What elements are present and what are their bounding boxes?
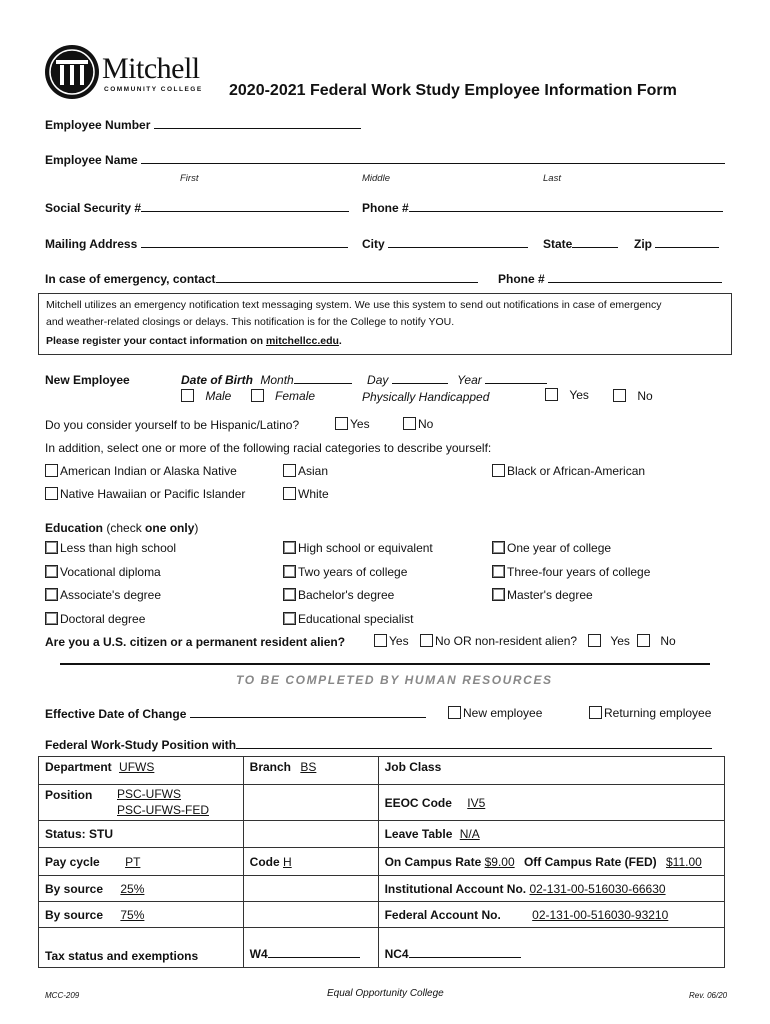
name-first-label: First (180, 173, 199, 184)
emergency-contact-label: In case of emergency, contact (45, 272, 216, 286)
notice-line-2: and weather-related closings or delays. This notification is for the College to notify YOU. (46, 316, 455, 328)
effective-date-label: Effective Date of Change (45, 707, 187, 721)
state-field[interactable] (572, 238, 618, 248)
education-checkbox[interactable] (45, 612, 58, 625)
ssn-label: Social Security # (45, 201, 142, 215)
education-option: Master's degree (507, 588, 593, 602)
handicapped-yes-label: Yes (569, 388, 589, 402)
emergency-phone-field[interactable] (548, 273, 722, 283)
resident-no-label: No (660, 634, 676, 648)
education-heading: Education (check one only) (45, 521, 199, 535)
race-checkbox[interactable] (283, 487, 296, 500)
race-option: Black or African-American (507, 464, 646, 478)
handicapped-label: Physically Handicapped (362, 390, 490, 404)
education-option: Vocational diploma (60, 565, 161, 579)
female-checkbox[interactable] (251, 389, 264, 402)
dob-day-field[interactable] (392, 374, 448, 384)
race-option: White (298, 487, 329, 501)
education-option: Associate's degree (60, 588, 162, 602)
ssn-field[interactable] (141, 202, 349, 212)
mailing-address-label: Mailing Address (45, 237, 138, 251)
education-checkbox[interactable] (45, 588, 58, 601)
mitchell-seal-icon (44, 44, 100, 100)
education-option: High school or equivalent (298, 541, 433, 555)
hispanic-yes-checkbox[interactable] (335, 417, 348, 430)
job-class-cell: Job Class (378, 757, 724, 785)
race-checkbox[interactable] (492, 464, 505, 477)
employee-number-label: Employee Number (45, 118, 151, 132)
zip-field[interactable] (655, 238, 719, 248)
returning-employee-checkbox[interactable] (589, 706, 602, 719)
status-cell: Status: STU (39, 821, 244, 848)
education-checkbox[interactable] (45, 541, 58, 554)
employee-name-label: Employee Name (45, 153, 138, 167)
new-employee-label: New Employee (45, 373, 130, 387)
education-checkbox[interactable] (492, 541, 505, 554)
position-cell: Position PSC-UFWS PSC-UFWS-FED (39, 785, 244, 821)
city-field[interactable] (388, 238, 528, 248)
position-with-label: Federal Work-Study Position with (45, 738, 237, 752)
nc4-cell: NC4 (378, 928, 724, 968)
nc4-field[interactable] (409, 948, 521, 958)
employee-number-field[interactable] (154, 119, 361, 129)
hispanic-no-label: No (418, 417, 434, 431)
education-option: Educational specialist (298, 612, 414, 626)
hr-section-heading: TO BE COMPLETED BY HUMAN RESOURCES (236, 673, 553, 687)
education-checkbox[interactable] (492, 588, 505, 601)
race-option: Asian (298, 464, 329, 478)
female-label: Female (275, 389, 316, 403)
by-source-2-value: 75% (120, 907, 145, 922)
education-checkbox[interactable] (283, 565, 296, 578)
new-employee-option: New employee (463, 706, 543, 720)
employee-name-field[interactable] (141, 154, 725, 164)
education-option: Bachelor's degree (298, 588, 395, 602)
race-option: American Indian or Alaska Native (60, 464, 237, 478)
pay-cycle-value: PT (125, 854, 141, 869)
mitchellcc-link[interactable]: mitchellcc.edu (265, 335, 339, 347)
male-label: Male (205, 389, 232, 403)
race-checkbox[interactable] (45, 464, 58, 477)
footer-form-number: MCC-209 (45, 991, 80, 1000)
footer-revision: Rev. 06/20 (689, 991, 728, 1000)
code-value: H (283, 854, 292, 869)
position-with-field[interactable] (236, 739, 712, 749)
dob-year-label: Year (457, 373, 482, 387)
notice-register: Please register your contact information on mitchellcc.edu. (46, 335, 342, 347)
by-source-1-value: 25% (120, 881, 145, 896)
education-option: Doctoral degree (60, 612, 146, 626)
race-prompt: In addition, select one or more of the following racial categories to describe yourself: (45, 441, 492, 455)
education-checkbox[interactable] (283, 612, 296, 625)
education-option: Two years of college (298, 565, 408, 579)
race-checkbox[interactable] (283, 464, 296, 477)
resident-yes-checkbox[interactable] (588, 634, 601, 647)
branch-value: BS (300, 760, 317, 774)
eeoc-cell: EEOC Code IV5 (378, 785, 724, 821)
by-source-1-cell: By source 25% (39, 876, 244, 902)
state-label: State (543, 237, 573, 251)
footer-center: Equal Opportunity College (327, 988, 444, 999)
education-option: One year of college (507, 541, 612, 555)
education-option: Three-four years of college (507, 565, 651, 579)
tax-status-cell: Tax status and exemptions (39, 928, 244, 968)
new-employee-checkbox[interactable] (448, 706, 461, 719)
hispanic-no-checkbox[interactable] (403, 417, 416, 430)
rates-cell: On Campus Rate $9.00 Off Campus Rate (FED) $11.00 (378, 848, 724, 876)
hispanic-question: Do you consider yourself to be Hispanic/Latino? (45, 418, 300, 432)
dob-day-label: Day (367, 373, 389, 387)
handicapped-no-label: No (637, 389, 653, 403)
city-label: City (362, 237, 385, 251)
citizen-no-alt-label: No OR non-resident alien? (435, 634, 578, 648)
branch-cell: Branch BS (243, 757, 378, 785)
education-checkbox[interactable] (45, 565, 58, 578)
logo-name: Mitchell (102, 52, 200, 85)
emergency-contact-field[interactable] (216, 273, 478, 283)
emergency-notice-box (38, 293, 732, 355)
institutional-account-cell: Institutional Account No. 02-131-00-516030-66630 (378, 876, 724, 902)
code-cell: Code H (243, 848, 378, 876)
education-checkbox[interactable] (283, 541, 296, 554)
college-logo (44, 44, 204, 100)
effective-date-field[interactable] (190, 708, 426, 718)
male-checkbox[interactable] (181, 389, 194, 402)
notice-line-1: Mitchell utilizes an emergency notification text messaging system. We use this system to send out notifications in case of emergency (46, 299, 662, 311)
pay-cycle-cell: Pay cycle PT (39, 848, 244, 876)
dob-month-label: Month (260, 373, 294, 387)
returning-employee-option: Returning employee (604, 706, 712, 720)
phone-field[interactable] (409, 202, 723, 212)
phone-label: Phone # (362, 201, 409, 215)
resident-yes-label: Yes (610, 634, 630, 648)
eeoc-value: IV5 (467, 795, 486, 810)
department-value: UFWS (119, 760, 155, 774)
off-campus-rate-value: $11.00 (666, 854, 702, 869)
education-checkbox[interactable] (492, 565, 505, 578)
zip-label: Zip (634, 237, 652, 251)
citizen-yes-label: Yes (389, 634, 409, 648)
education-checkbox[interactable] (283, 588, 296, 601)
handicapped-no-checkbox[interactable] (613, 389, 626, 402)
mailing-address-field[interactable] (141, 238, 348, 248)
emergency-phone-label: Phone # (498, 272, 545, 286)
name-last-label: Last (543, 173, 561, 184)
citizen-yes-checkbox[interactable] (374, 634, 387, 647)
education-option: Less than high school (60, 541, 177, 555)
federal-account-value: 02-131-00-516030-93210 (532, 907, 669, 922)
race-option: Native Hawaiian or Pacific Islander (60, 487, 246, 501)
by-source-2-cell: By source 75% (39, 902, 244, 928)
leave-table-value: N/A (459, 827, 480, 841)
institutional-account-value: 02-131-00-516030-66630 (529, 881, 666, 896)
handicapped-yes-checkbox[interactable] (545, 388, 558, 401)
position-value-1: PSC-UFWS (117, 787, 181, 801)
logo-subtitle: COMMUNITY COLLEGE (104, 86, 203, 93)
federal-account-cell: Federal Account No. 02-131-00-516030-93210 (378, 902, 724, 928)
resident-no-checkbox[interactable] (637, 634, 650, 647)
w4-cell: W4 (243, 928, 378, 968)
citizen-question: Are you a U.S. citizen or a permanent resident alien? (45, 635, 346, 649)
position-value-2: PSC-UFWS-FED (117, 803, 209, 817)
w4-field[interactable] (268, 948, 360, 958)
form-title: 2020-2021 Federal Work Study Employee Information Form (229, 82, 677, 99)
dob-year-field[interactable] (485, 374, 547, 384)
section-divider (60, 663, 710, 665)
name-middle-label: Middle (362, 173, 390, 184)
dob-month-field[interactable] (294, 374, 352, 384)
dob-label: Date of Birth (181, 373, 253, 387)
hispanic-yes-label: Yes (350, 417, 370, 431)
on-campus-rate-value: $9.00 (484, 854, 515, 869)
leave-table-cell: Leave Table N/A (378, 821, 724, 848)
citizen-no-checkbox[interactable] (420, 634, 433, 647)
race-checkbox[interactable] (45, 487, 58, 500)
department-cell: Department UFWS (39, 757, 244, 785)
hr-info-table (38, 756, 725, 968)
